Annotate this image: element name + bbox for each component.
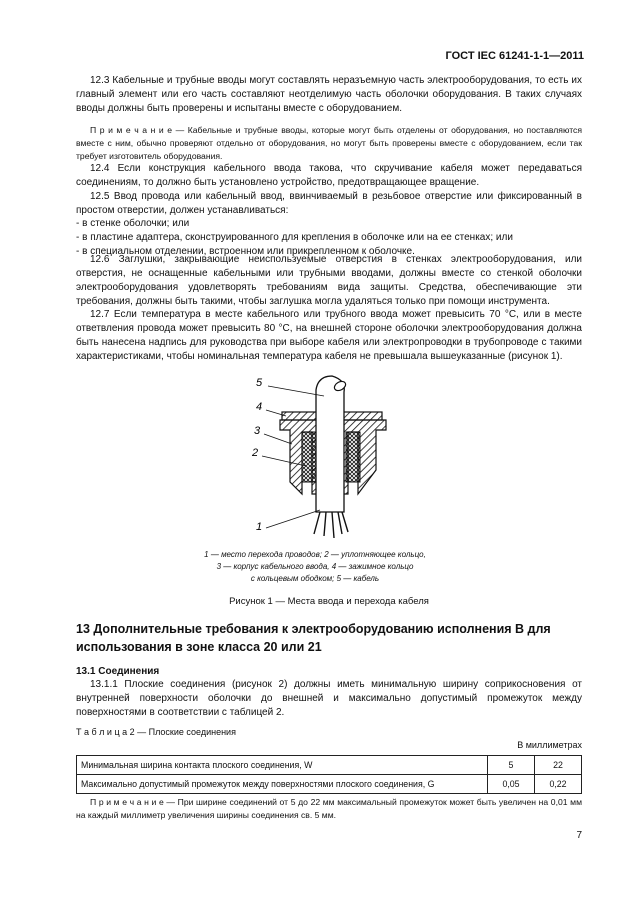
- paragraph-12-3: 12.3 Кабельные и трубные вводы могут составлять неразъемную часть электрооборудования, то есть их главный элемент или его часть составляют неотделимую часть оболочки оборудования. В таких случаях вводы должны быть проверены и испытаны вместе с оборудованием.: [76, 75, 582, 114]
- sealing-ring-left: [302, 432, 316, 482]
- paragraph-12-7: 12.7 Если температура в месте кабельного или трубного ввода может превысить 70 °C, или в месте ответвления провода может превысить 80 °C, на внешней стороне оболочки электрооборудования должна быть нанесена надпись для руководства при выборе кабеля или электропроводки в трубопроводе с такими характеристиками, чтобы номинальная температура кабеля не превышала вышеуказанные (рисунок 1).: [76, 309, 582, 362]
- section-13-title: 13 Дополнительные требования к электрооборудованию исполнения В для использования в зоне класса 20 или 21: [76, 622, 551, 654]
- list-item: - в стенке оболочки; или: [76, 218, 190, 229]
- note-1: П р и м е ч а н и е — Кабельные и трубные вводы, которые могут быть отделены от оборудования, но поставляются вместе с ним, обычно проверяют отдельно от оборудования, но могут быть проверены вместе с оборудованием, если так требует изготовитель оборудования.: [76, 125, 582, 161]
- page-number: 7: [576, 830, 582, 841]
- section-13-1-title: 13.1 Соединения: [76, 666, 160, 677]
- wire-ends: [314, 512, 348, 538]
- cable-entry-figure: [248, 372, 408, 542]
- cable: [316, 376, 344, 512]
- label-1: 1: [256, 521, 263, 533]
- paragraph-12-4: 12.4 Если конструкция кабельного ввода такова, что скручивание кабеля может передаваться соединениям, то должно быть установлено устройство, предотвращающее вращение.: [76, 163, 582, 188]
- label-4: 4: [256, 401, 263, 413]
- label-5: 5: [256, 377, 263, 389]
- figure-legend-line-2: 3 — корпус кабельного ввода, 4 — зажимное кольцо: [216, 562, 414, 571]
- table-row: [77, 775, 582, 794]
- paragraph-13-1-1: 13.1.1 Плоские соединения (рисунок 2) должны иметь минимальную ширину соприкосновения от внутренней поверхности оболочки до внешней и максимально допустимый промежуток между поверхностями в соответствии с таблицей 2.: [76, 679, 582, 718]
- figure-legend-line-1: 1 — место перехода проводов; 2 — уплотняющее кольцо,: [204, 550, 426, 559]
- document-header: ГОСТ IEC 61241-1-1—2011: [445, 50, 584, 62]
- note-2: П р и м е ч а н и е — При ширине соединений от 5 до 22 мм максимальный промежуток может быть увеличен на 0,01 мм на каждый миллиметр увеличения ширины соединения св. 5 мм.: [76, 797, 582, 820]
- table-cell-value: 5: [488, 756, 535, 775]
- paragraph-12-6: 12.6 Заглушки, закрывающие неиспользуемые отверстия в стенках электрооборудования, или отверстия, не оснащенные кабельными или трубными вводами, должны вместе со стенкой оболочки электрооборудования удовлетворять требованиям вида защиты. Средства, обеспечивающие эти требования, должны быть такими, чтобы заглушка могла удаляться только при помощи инструмента.: [76, 254, 582, 307]
- table-unit: В миллиметрах: [517, 740, 582, 750]
- label-3: 3: [254, 425, 261, 437]
- table-cell-value: 0,05: [488, 775, 535, 794]
- list-item: - в пластине адаптера, сконструированного для крепления в оболочке или на ее стенках; или: [76, 232, 513, 243]
- list-item: - в специальном отделении, встроенном или прикрепленном к оболочке.: [76, 246, 415, 257]
- figure-caption: Рисунок 1 — Места ввода и перехода кабеля: [229, 596, 429, 607]
- table-caption: Т а б л и ц а 2 — Плоские соединения: [76, 727, 236, 737]
- paragraph-12-5: 12.5 Ввод провода или кабельный ввод, ввинчиваемый в резьбовое отверстие или фиксированный в простом отверстии, должен устанавливаться:: [76, 191, 582, 216]
- table-row: [77, 756, 582, 775]
- label-2: 2: [252, 447, 259, 459]
- table-cell-value: 22: [535, 756, 582, 775]
- table-cell-label: Минимальная ширина контакта плоского соединения, W: [77, 756, 488, 775]
- table-cell-value: 0,22: [535, 775, 582, 794]
- flat-joints-table: [76, 755, 582, 794]
- figure-legend-line-3: с кольцевым ободком; 5 — кабель: [250, 574, 380, 583]
- sealing-ring-right: [346, 432, 360, 482]
- table-cell-label: Максимально допустимый промежуток между поверхностями плоского соединения, G: [77, 775, 488, 794]
